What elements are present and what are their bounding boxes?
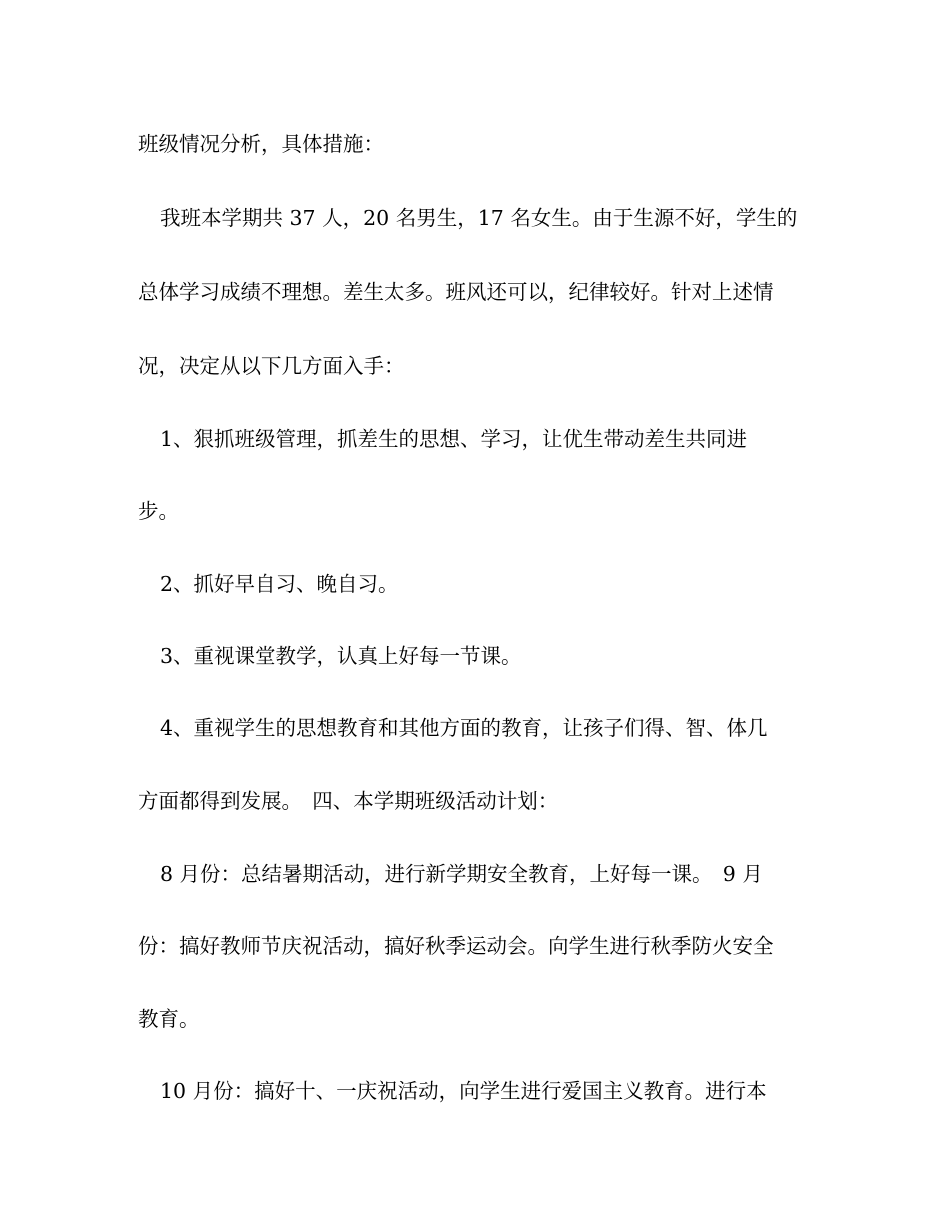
list-item-line: 3、重视课堂教学，认真上好每一节课。 bbox=[160, 644, 522, 668]
paragraph-line: 总体学习成绩不理想。差生太多。班风还可以，纪律较好。针对上述情 bbox=[138, 280, 774, 304]
paragraph-line: 8 月份：总结暑期活动，进行新学期安全教育，上好每一课。 9 月 bbox=[160, 862, 763, 886]
paragraph-line: 份：搞好教师节庆祝活动，搞好秋季运动会。向学生进行秋季防火安全 bbox=[138, 934, 774, 958]
list-item-line: 2、抓好早自习、晚自习。 bbox=[160, 572, 399, 596]
list-item-line: 方面都得到发展。 四、本学期班级活动计划： bbox=[138, 789, 559, 813]
section-heading: 班级情况分析，具体措施： bbox=[138, 132, 384, 156]
list-item-line: 步。 bbox=[138, 499, 179, 523]
paragraph-line: 我班本学期共 37 人，20 名男生，17 名女生。由于生源不好，学生的 bbox=[160, 206, 798, 230]
paragraph-line: 教育。 bbox=[138, 1007, 200, 1031]
paragraph-line: 10 月份：搞好十、一庆祝活动，向学生进行爱国主义教育。进行本 bbox=[160, 1079, 767, 1103]
paragraph-line: 况，决定从以下几方面入手： bbox=[138, 354, 405, 378]
list-item-line: 4、重视学生的思想教育和其他方面的教育，让孩子们得、智、体几 bbox=[160, 716, 768, 740]
list-item-line: 1、狠抓班级管理，抓差生的思想、学习，让优生带动差生共同进 bbox=[160, 427, 748, 451]
